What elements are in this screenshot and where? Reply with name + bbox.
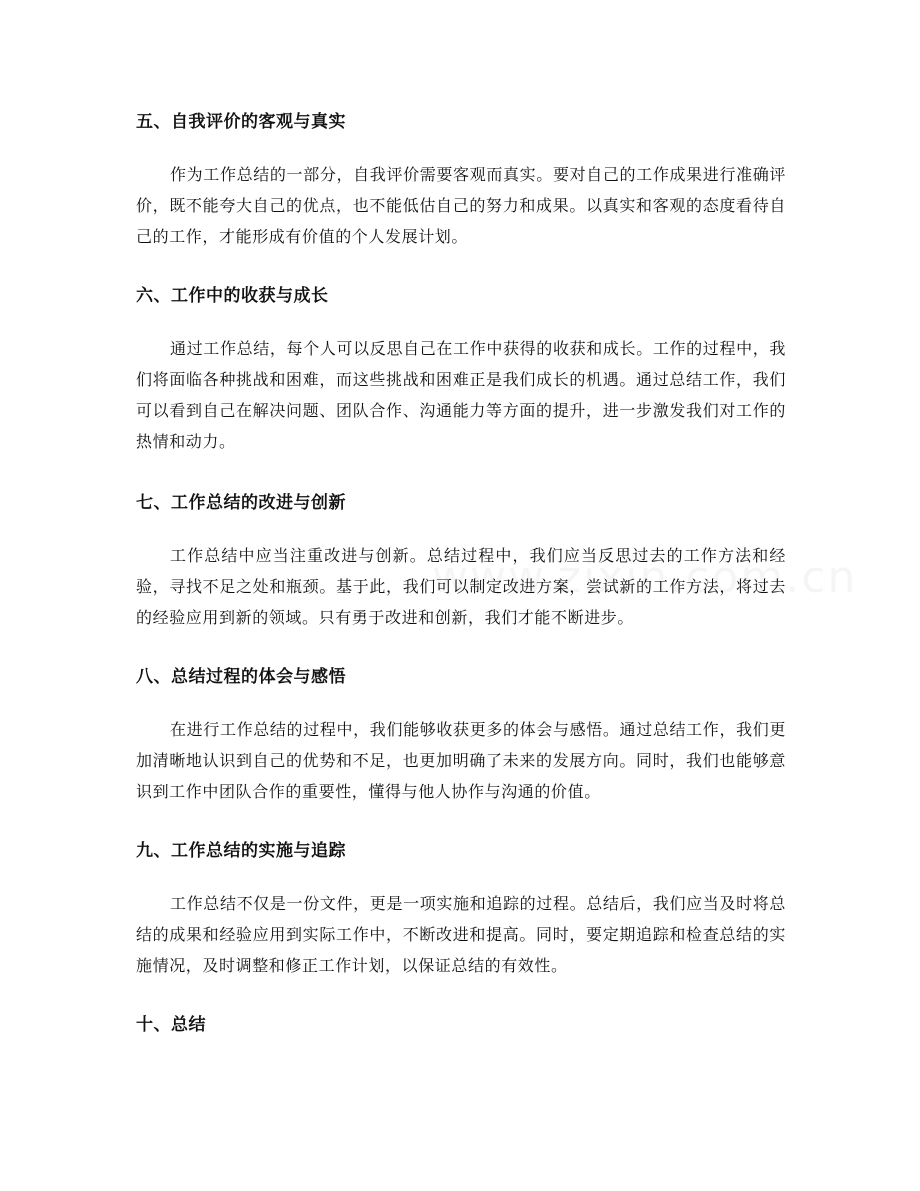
section-10 [136,1013,786,1037]
section-heading: 六、工作中的收获与成长 [136,286,329,306]
section-paragraph: 通过工作总结，每个人可以反思自己在工作中获得的收获和成长。工作的过程中，我们将面临各种挑战和困难，而这些挑战和困难正是我们成长的机遇。通过总结工作，我们可以看到自己在解决问题、团队合作、沟通能力等方面的提升，进一步激发我们对工作的热情和动力。 [136,339,786,451]
section-5 [136,110,786,252]
section-paragraph: 工作总结不仅是一份文件，更是一项实施和追踪的过程。总结后，我们应当及时将总结的成果和经验应用到实际工作中，不断改进和提高。同时，要定期追踪和检查总结的实施情况，及时调整和修正工作计划，以保证总结的有效性。 [136,894,786,975]
section-paragraph: 作为工作总结的一部分，自我评价需要客观而真实。要对自己的工作成果进行准确评价，既不能夸大自己的优点，也不能低估自己的努力和成果。以真实和客观的态度看待自己的工作，才能形成有价值的个人发展计划。 [136,165,786,246]
section-paragraph: 工作总结中应当注重改进与创新。总结过程中，我们应当反思过去的工作方法和经验，寻找不足之处和瓶颈。基于此，我们可以制定改进方案，尝试新的工作方法，将过去的经验应用到新的领域。只有勇于改进和创新，我们才能不断进步。 [136,546,786,627]
section-heading: 九、工作总结的实施与追踪 [136,841,346,861]
section-heading: 七、工作总结的改进与创新 [136,493,346,513]
section-9 [136,839,786,981]
section-8 [136,665,786,807]
section-heading: 十、总结 [136,1015,206,1035]
section-paragraph: 在进行工作总结的过程中，我们能够收获更多的体会与感悟。通过总结工作，我们更加清晰地认识到自己的优势和不足，也更加明确了未来的发展方向。同时，我们也能够意识到工作中团队合作的重要性，懂得与他人协作与沟通的价值。 [136,720,786,801]
section-heading: 八、总结过程的体会与感悟 [136,667,346,687]
section-7 [136,491,786,633]
section-heading: 五、自我评价的客观与真实 [136,112,346,132]
section-6 [136,284,786,457]
